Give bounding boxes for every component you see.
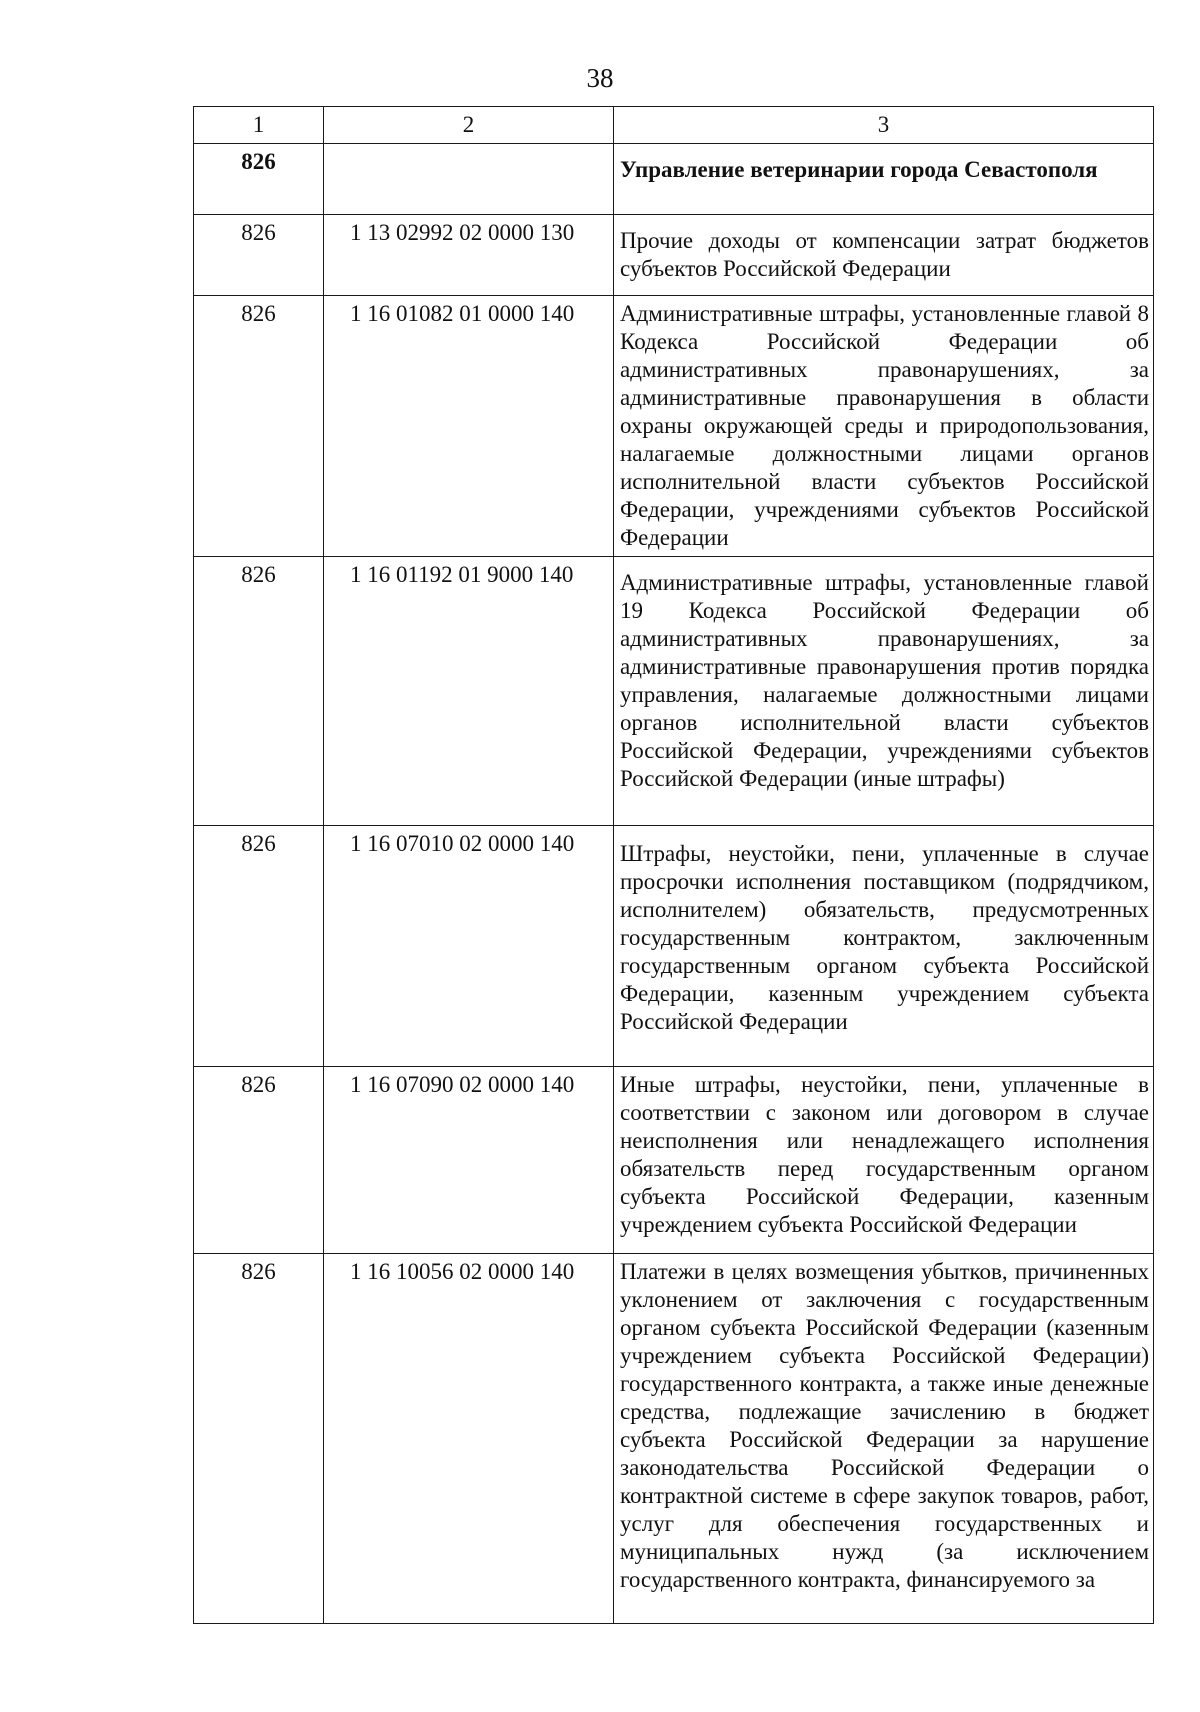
revenue-code-cell: 1 16 01192 01 9000 140: [324, 557, 614, 826]
description-cell: Штрафы, неустойки, пени, уплаченные в случае просрочки исполнения поставщиком (подрядчиком, исполнителем) обязательств, предусмотренных государственным контрактом, заключенным государственным органом субъекта Российской Федерации, казенным учреждением субъекта Российской Федерации: [614, 826, 1154, 1067]
admin-code-cell: 826: [194, 557, 324, 826]
admin-code-cell: 826: [194, 296, 324, 557]
description-cell: Прочие доходы от компенсации затрат бюджетов субъектов Российской Федерации: [614, 215, 1154, 296]
admin-code-cell: 826: [194, 1067, 324, 1254]
organization-row: [194, 144, 1154, 215]
table-row: [194, 557, 1154, 826]
table-row: [194, 1067, 1154, 1254]
admin-code-cell: 826: [194, 826, 324, 1067]
revenue-code-cell: 1 16 07090 02 0000 140: [324, 1067, 614, 1254]
table-row: [194, 296, 1154, 557]
revenue-code-cell: 1 13 02992 02 0000 130: [324, 215, 614, 296]
revenue-code-cell: 1 16 10056 02 0000 140: [324, 1254, 614, 1624]
revenue-codes-table: [193, 106, 1154, 1624]
column-number-1: 1: [194, 107, 324, 144]
table-row: [194, 826, 1154, 1067]
organization-admin-code: 826: [194, 144, 324, 215]
description-cell: Иные штрафы, неустойки, пени, уплаченные в соответствии с законом или договором в случае неисполнения или ненадлежащего исполнения обязательств перед государственным органом субъекта Российской Федерации, казенным учреждением субъекта Российской Федерации: [614, 1067, 1154, 1254]
description-cell: Административные штрафы, установленные главой 19 Кодекса Российской Федерации об административных правонарушениях, за административные правонарушения против порядка управления, налагаемые должностными лицами органов исполнительной власти субъектов Российской Федерации, учреждениями субъектов Российской Федерации (иные штрафы): [614, 557, 1154, 826]
admin-code-cell: 826: [194, 1254, 324, 1624]
column-number-row: [194, 107, 1154, 144]
description-cell: Административные штрафы, установленные главой 8 Кодекса Российской Федерации об административных правонарушениях, за административные правонарушения в области охраны окружающей среды и природопользования, налагаемые должностными лицами органов исполнительной власти субъектов Российской Федерации, учреждениями субъектов Российской Федерации: [614, 296, 1154, 557]
revenue-code-cell: 1 16 01082 01 0000 140: [324, 296, 614, 557]
revenue-code-cell: 1 16 07010 02 0000 140: [324, 826, 614, 1067]
column-number-2: 2: [324, 107, 614, 144]
table-row: [194, 1254, 1154, 1624]
page-number: 38: [586, 63, 614, 93]
table-row: [194, 215, 1154, 296]
organization-name: Управление ветеринарии города Севастополя: [614, 144, 1154, 215]
organization-code: [324, 144, 614, 215]
description-cell: Платежи в целях возмещения убытков, причиненных уклонением от заключения с государственным органом субъекта Российской Федерации (казенным учреждением субъекта Российской Федерации) государственного контракта, а также иные денежные средства, подлежащие зачислению в бюджет субъекта Российской Федерации за нарушение законодательства Российской Федерации о контрактной системе в сфере закупок товаров, работ, услуг для обеспечения государственных и муниципальных нужд (за исключением государственного контракта, финансируемого за: [614, 1254, 1154, 1624]
admin-code-cell: 826: [194, 215, 324, 296]
column-number-3: 3: [614, 107, 1154, 144]
